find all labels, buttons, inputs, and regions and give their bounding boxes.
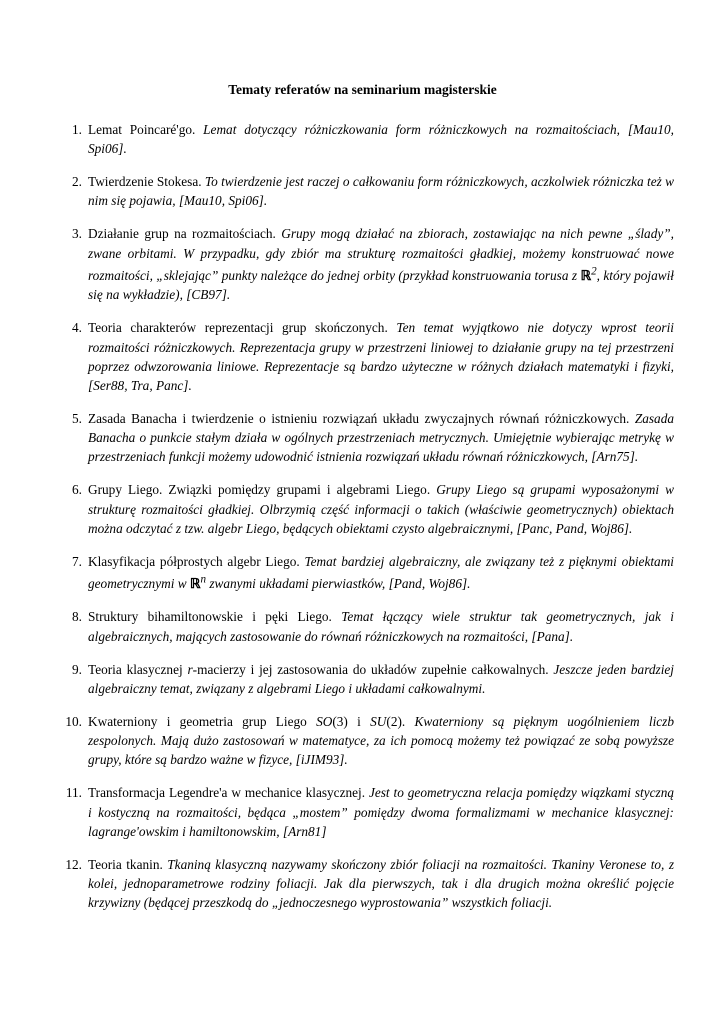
description-text: Temat bardziej algebraiczny, ale związany też z pięknymi obiektami geometrycznymi w — [88, 553, 675, 592]
topic-description: Tkaniną klasyczną nazywamy skończony zbiór foliacji na rozmaitości. Tkaniny Veronese to, z kolei, jednoparametrowe rodziny foliacji. Jak dla pierwszych, tak i dla drugich można określić pojęcie krzywizny (będącej przeszkodą do „jednoczesnego wyprostowania” wszystkich foliacji. — [88, 856, 675, 911]
topic-number: 8. — [72, 609, 82, 625]
topic-heading: Teoria tkanin. — [88, 856, 163, 872]
topic-item-8 — [72, 607, 674, 645]
topic-item-5 — [72, 409, 675, 467]
description-text: , który pojawił się na wykładzie), [CB97]. — [88, 268, 674, 303]
topic-description: Lemat dotyczący różniczkowania form różniczkowych na rozmaitościach, [Mau10, Spi06]. — [88, 122, 675, 157]
topic-item-4 — [72, 318, 674, 395]
topic-number: 9. — [72, 661, 82, 677]
topic-description: Jest to geometryczna relacja pomiędzy wiązkami styczną i kostyczną na rozmaitości, będąca „mostem” pomiędzy dwoma formalizmami w mechanice klasycznej: lagrange'owskim i hamiltonowskim, [Arn81] — [88, 785, 674, 839]
topic-item-6 — [72, 480, 674, 538]
topic-item-10 — [65, 712, 674, 770]
topic-item-7 — [72, 552, 675, 594]
topic-item-3 — [72, 224, 674, 304]
topic-heading — [88, 662, 549, 677]
math-group-name: SU — [370, 713, 387, 729]
real-numbers-symbol: ℝ — [189, 576, 201, 592]
topic-number: 1. — [72, 122, 82, 137]
topic-heading: Działanie grup na rozmaitościach. — [88, 226, 276, 242]
topic-heading: Twierdzenie Stokesa. — [88, 174, 202, 190]
topic-description: Jeszcze jeden bardziej algebraiczny temat, związany z algebrami Liego i układami całkowalnymi. — [88, 661, 674, 696]
math-superscript: n — [200, 574, 206, 587]
topic-number: 10. — [65, 713, 82, 729]
topic-heading — [88, 714, 405, 729]
topic-item-1 — [72, 120, 675, 158]
topic-heading: Transformacja Legendre'a w mechanice klasycznej. — [88, 785, 366, 801]
topic-item-11 — [65, 783, 674, 841]
topic-number: 7. — [72, 553, 82, 569]
heading-text: Teoria klasycznej — [88, 661, 188, 677]
heading-text: Kwaterniony i geometria grup Liego — [88, 713, 317, 729]
topic-description: Ten temat wyjątkowo nie dotyczy wprost teorii rozmaitości różniczkowych. Reprezentacja grupy w przestrzeni liniowej to działanie grupy na tej przestrzeni poprzez odwzorowania liniowe. Reprezentacje są bardzo użyteczne w różnych działach matematyki i fizyki, [Ser88, Tra, Panc]. — [88, 320, 674, 394]
topic-description: Grupy Liego są grupami wyposażonymi w strukturę rozmaitości gładkiej. Olbrzymią część informacji o takich (właściwie geometrycznych) obiektach można odczytać z tzw. algebr Liego, będących obiektami czysto algebraicznymi, [Panc, Pand, Woj86]. — [88, 482, 674, 536]
topic-heading: Klasyfikacja półprostych algebr Liego. — [88, 553, 300, 569]
heading-text: (2). — [386, 713, 406, 729]
topic-number: 11. — [65, 785, 82, 801]
topic-number: 12. — [65, 856, 82, 872]
topic-description: To twierdzenie jest raczej o całkowaniu form różniczkowych, aczkolwiek różniczka też w nim się pojawia, [Mau10, Spi06]. — [88, 174, 674, 209]
topic-number: 6. — [72, 482, 82, 498]
heading-text: (3) i — [332, 713, 371, 729]
description-text: Grupy mogą działać na zbiorach, zostawiając na nich pewne „ślady”, zwane orbitami. W przypadku, gdy zbiór ma strukturę rozmaitości gładkiej, możemy konstruować nowe rozmaitości, „sklejając” punkty należące do jednej orbity (przykład konstruowania torusa z — [88, 226, 674, 284]
topic-description: Kwaterniony są pięknym uogólnieniem liczb zespolonych. Mają dużo zastosowań w matematyce, za ich pomocą możemy też powiązać ze sobą powyższe grupy, które są bardzo ważne w fizyce, [iJIM93]. — [88, 713, 674, 768]
heading-text: -macierzy i jej zastosowania do układów zupełnie całkowalnych. — [192, 661, 549, 677]
topic-description: Temat łączący wiele struktur tak geometrycznych, jak i algebraicznych, mających zastosowanie do równań różniczkowych na rozmaitości, [Pana]. — [88, 609, 674, 644]
topic-heading: Teoria charakterów reprezentacji grup skończonych. — [88, 320, 388, 336]
topic-heading: Zasada Banacha i twierdzenie o istnieniu rozwiązań układu zwyczajnych równań różniczkowych. — [88, 411, 630, 427]
topic-number: 3. — [72, 226, 82, 242]
math-group-name: SO — [316, 713, 333, 729]
topic-number: 5. — [72, 411, 82, 427]
topic-number: 4. — [72, 320, 82, 336]
topic-heading: Lemat Poincaré'go. — [88, 122, 196, 137]
topic-heading: Struktury bihamiltonowskie i pęki Liego. — [88, 609, 332, 625]
math-superscript: 2 — [591, 265, 597, 278]
topic-heading: Grupy Liego. Związki pomiędzy grupami i algebrami Liego. — [88, 482, 431, 498]
topic-item-2 — [72, 172, 674, 210]
topic-number: 2. — [72, 174, 82, 190]
topic-item-9 — [72, 660, 674, 698]
topic-description: Zasada Banacha o punkcie stałym działa w ogólnych przestrzeniach metrycznych. Umiejętnie wybierając metrykę w przestrzeniach funkcji możemy udowodnić istnienia rozwiązań układu równań różniczkowych, [Arn75]. — [88, 411, 675, 465]
math-variable: r — [187, 661, 193, 677]
description-text: zwanymi układami pierwiastków, [Pand, Woj86]. — [206, 576, 471, 592]
real-numbers-symbol: ℝ — [580, 268, 592, 284]
page-title: Tematy referatów na seminarium magisterskie — [228, 82, 497, 97]
topic-list — [65, 120, 675, 926]
topic-item-12 — [65, 855, 675, 913]
